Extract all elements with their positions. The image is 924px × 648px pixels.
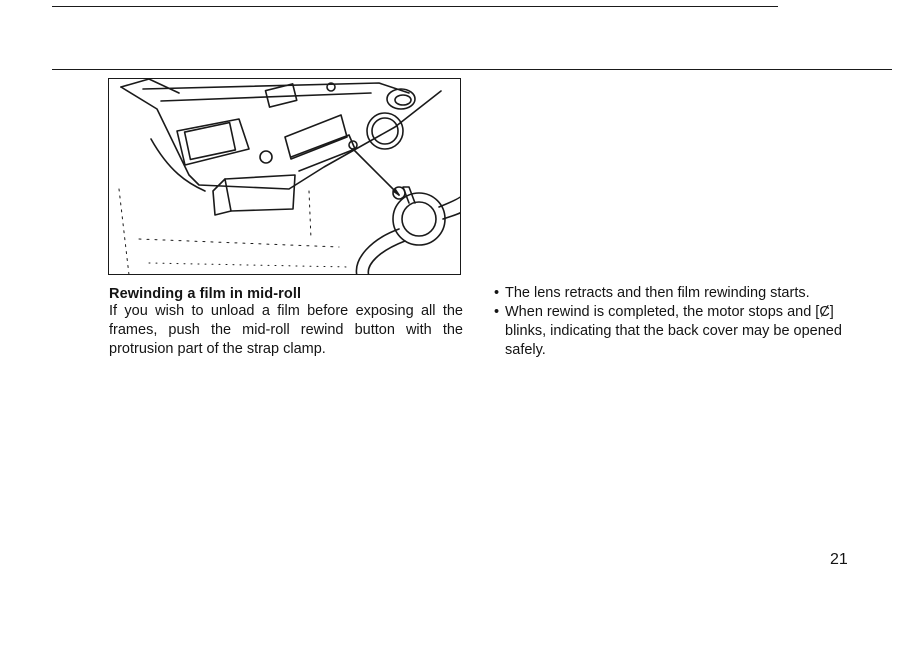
note-text: The lens retracts and then film rewinding starts. (505, 285, 810, 301)
notes-list (494, 284, 854, 360)
strap (356, 229, 399, 275)
lcd-panel (285, 115, 347, 159)
note-item (494, 284, 854, 303)
top-rule (52, 6, 778, 7)
bullet-marker: • (494, 285, 500, 301)
section-heading: Rewinding a film in mid-roll (109, 286, 302, 302)
bullet-marker: • (494, 304, 500, 320)
note-item (494, 303, 854, 360)
note-text: When rewind is completed, the motor stops and [Ȼ] blinks, indicating that the back cover may be opened safely. (505, 304, 842, 358)
camera-body (121, 87, 441, 189)
pointer-arrow (353, 149, 399, 195)
camera-strap-clamp-drawing (109, 79, 461, 275)
page-number: 21 (830, 551, 848, 568)
header-rule (52, 69, 892, 70)
small-button (260, 151, 272, 163)
section-body: If you wish to unload a film before exposing all the frames, push the mid-roll rewind button with the protrusion part of the strap clamp. (109, 303, 463, 357)
grip-block (225, 175, 295, 211)
camera-illustration (108, 78, 461, 275)
strap-clamp (393, 193, 445, 245)
